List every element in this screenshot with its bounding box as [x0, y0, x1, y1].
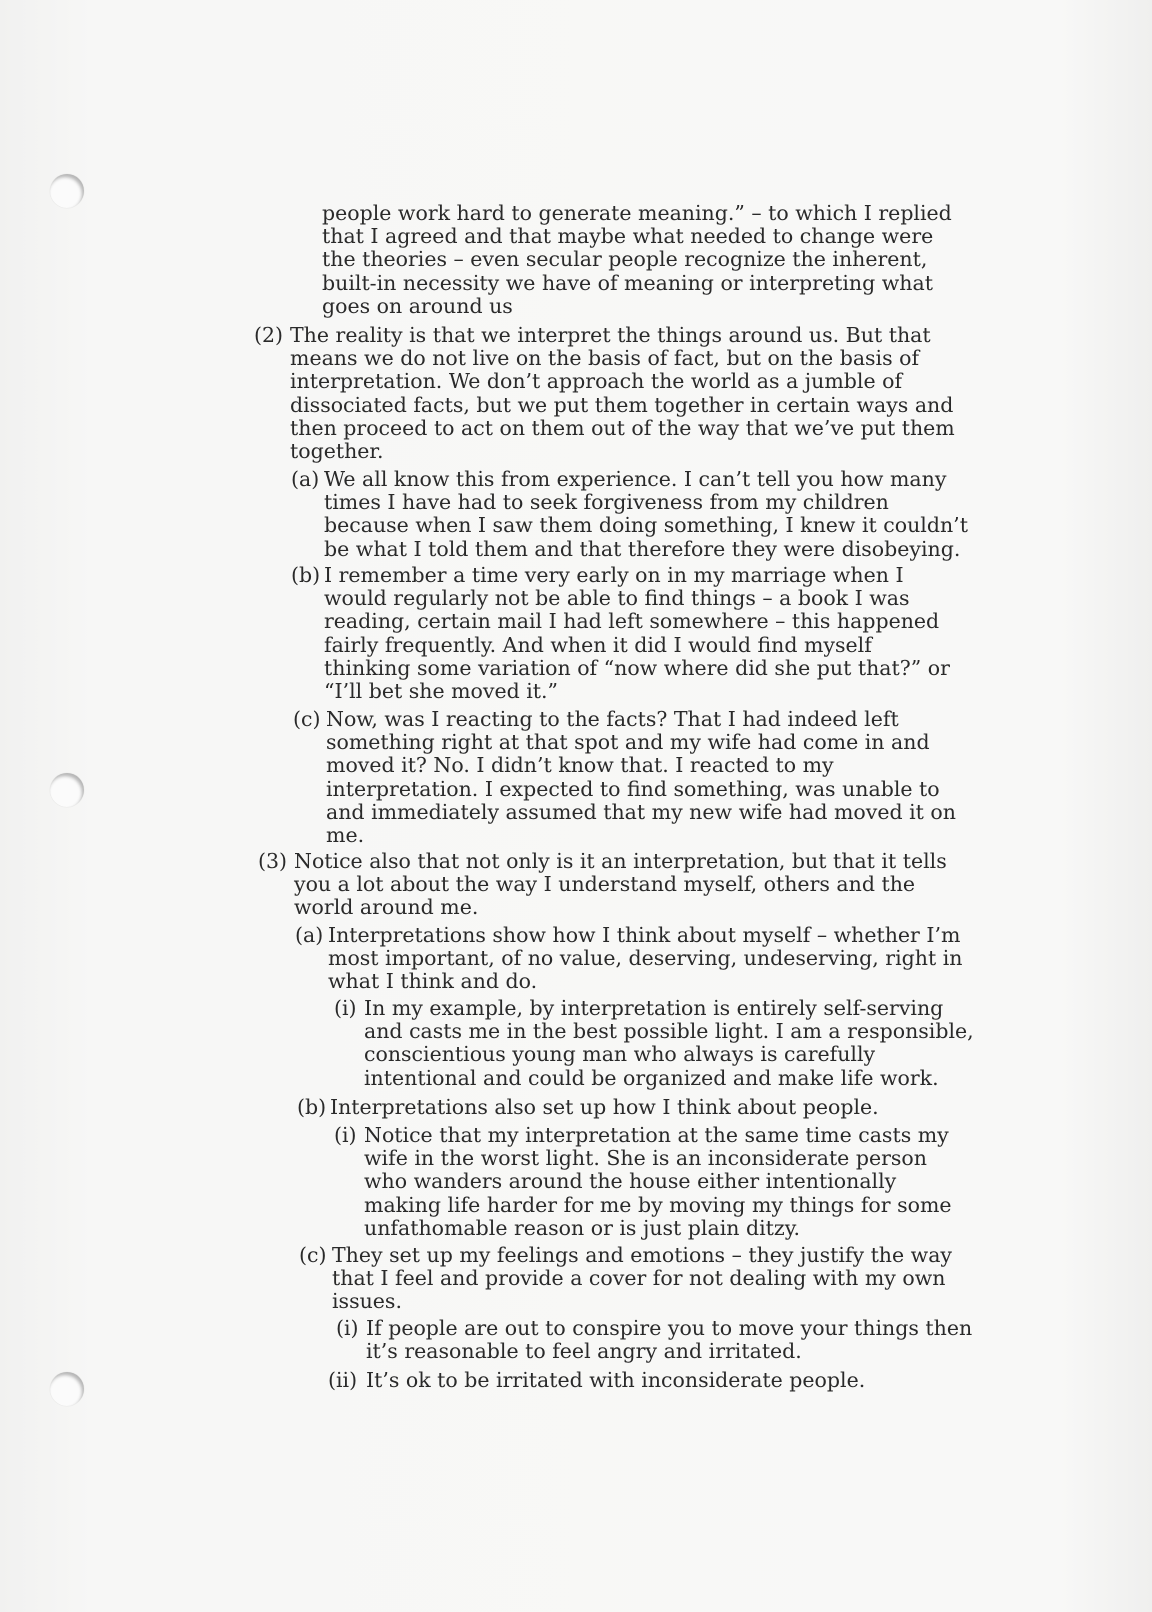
text-line: and casts me in the best possible light. I am a responsible, [364, 1019, 974, 1044]
outline-marker: (i) [334, 1123, 357, 1147]
outline-point-3a [295, 923, 963, 994]
outline-point-2 [254, 323, 955, 464]
text-line: Interpretations show how I think about myself – whether I’m [328, 923, 961, 947]
text-line: fairly frequently. And when it did I would find myself [324, 632, 872, 657]
outline-marker: (2) [254, 323, 284, 347]
outline-marker: (i) [336, 1316, 359, 1340]
text-line: issues. [332, 1289, 402, 1314]
text-line: most important, of no value, deserving, undeserving, right in [328, 946, 963, 971]
outline-point-3c-i [336, 1316, 973, 1364]
text-line: Now, was I reacting to the facts? That I had indeed left [326, 707, 899, 731]
outline-marker: (a) [295, 923, 324, 947]
text-line: something right at that spot and my wife had come in and [326, 730, 930, 755]
text-line: It’s ok to be irritated with inconsiderate people. [366, 1368, 866, 1392]
outline-marker: (3) [258, 849, 288, 873]
outline-marker: (c) [299, 1243, 327, 1267]
outline-marker: (i) [334, 996, 357, 1020]
text-line: wife in the worst light. She is an inconsiderate person [364, 1146, 927, 1171]
text-line: The reality is that we interpret the things around us. But that [290, 323, 931, 347]
text-line: would regularly not be able to find things – a book I was [324, 586, 910, 611]
text-line: goes on around us [322, 293, 513, 318]
text-line: Interpretations also set up how I think about people. [330, 1095, 879, 1119]
text-line: and immediately assumed that my new wife had moved it on [326, 799, 956, 824]
text-line: means we do not live on the basis of fact, but on the basis of [290, 346, 920, 371]
outline-point-3a-i [334, 996, 974, 1090]
outline-point-3c-ii [328, 1368, 866, 1392]
text-line: be what I told them and that therefore they were disobeying. [324, 536, 961, 561]
outline-point-3b [297, 1095, 879, 1119]
text-line: We all know this from experience. I can’t tell you how many [324, 467, 947, 491]
text-line: reading, certain mail I had left somewhere – this happened [324, 609, 940, 634]
outline-point-3b-i [334, 1123, 952, 1240]
outline-marker: (ii) [328, 1368, 358, 1392]
text-line: thinking some variation of “now where did she put that?” or [324, 655, 950, 680]
punch-hole-top [50, 174, 84, 208]
text-line: that I feel and provide a cover for not dealing with my own [332, 1266, 946, 1291]
outline-point-3c [299, 1243, 953, 1314]
text-line: intentional and could be organized and make life work. [364, 1065, 939, 1090]
outline-marker: (b) [291, 563, 321, 587]
outline-point-2a [291, 467, 968, 561]
text-line: world around me. [294, 895, 479, 920]
outline-point-3 [258, 849, 947, 920]
outline-marker: (c) [293, 707, 321, 731]
text-line: I remember a time very early on in my marriage when I [324, 563, 904, 587]
text-line: then proceed to act on them out of the way that we’ve put them [290, 415, 955, 440]
text-line: you a lot about the way I understand myself, others and the [294, 872, 916, 897]
text-line: who wanders around the house either intentionally [364, 1169, 897, 1194]
outline-marker: (a) [291, 467, 320, 491]
text-line: moved it? No. I didn’t know that. I reacted to my [326, 753, 834, 778]
text-line: what I think and do. [328, 969, 538, 994]
text-line: together. [290, 439, 384, 464]
text-line: times I have had to seek forgiveness from my children [324, 490, 889, 515]
text-line: making life harder for me by moving my things for some [364, 1192, 952, 1217]
text-line: If people are out to conspire you to move your things then [366, 1316, 973, 1340]
text-line: Notice also that not only is it an interpretation, but that it tells [294, 849, 947, 873]
outline-point-2b [291, 563, 950, 704]
text-line: Notice that my interpretation at the same time casts my [364, 1123, 949, 1147]
text-line: that I agreed and that maybe what needed to change were [322, 224, 934, 249]
text-line: “I’ll bet she moved it.” [324, 679, 559, 704]
outline-point-2c [293, 707, 956, 848]
text-line: conscientious young man who always is carefully [364, 1042, 876, 1067]
text-line: interpretation. I expected to find something, was unable to [326, 776, 940, 801]
text-line: They set up my feelings and emotions – they justify the way [332, 1243, 953, 1267]
text-line: unfathomable reason or is just plain ditzy. [364, 1215, 801, 1240]
punch-hole-middle [50, 773, 84, 807]
text-line: the theories – even secular people recognize the inherent, [322, 247, 928, 272]
text-line: me. [326, 823, 365, 848]
text-line: people work hard to generate meaning.” – to which I replied [322, 201, 952, 225]
text-line: because when I saw them doing something, I knew it couldn’t [324, 513, 968, 538]
continuation-paragraph [322, 202, 952, 318]
text-line: dissociated facts, but we put them together in certain ways and [290, 392, 954, 417]
text-line: built-in necessity we have of meaning or interpreting what [322, 270, 933, 295]
outline-marker: (b) [297, 1095, 327, 1119]
punch-hole-bottom [50, 1372, 84, 1406]
text-line: In my example, by interpretation is entirely self-serving [364, 996, 944, 1020]
text-line: interpretation. We don’t approach the world as a jumble of [290, 369, 903, 394]
text-line: it’s reasonable to feel angry and irritated. [366, 1339, 802, 1364]
